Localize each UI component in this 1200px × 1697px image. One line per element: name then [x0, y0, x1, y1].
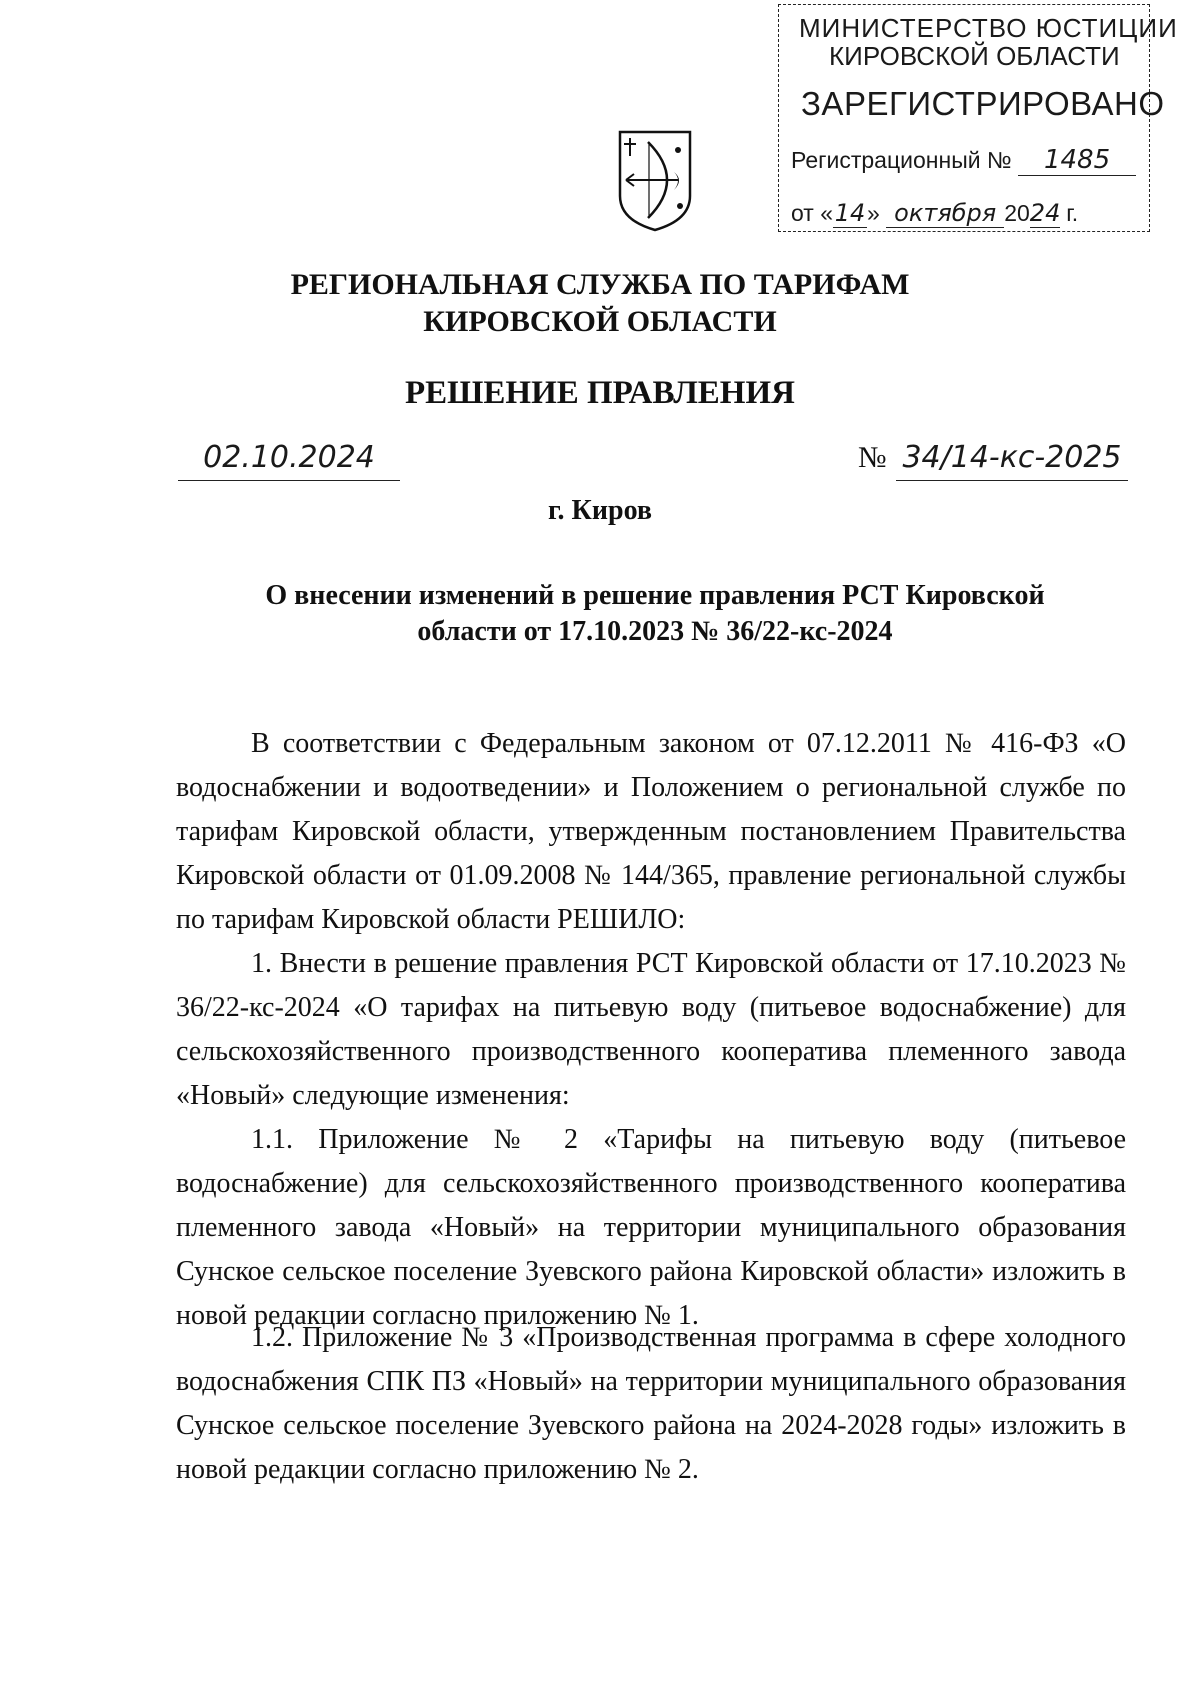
subject-line1: О внесении изменений в решение правления РСТ Кировской: [265, 580, 1045, 611]
number-sign: №: [858, 441, 887, 474]
stamp-month: октября: [886, 199, 1004, 228]
registration-stamp: [778, 4, 1178, 232]
stamp-open-quote: «: [820, 200, 834, 226]
stamp-close-quote: »: [867, 200, 880, 226]
document-type: РЕШЕНИЕ ПРАВЛЕНИЯ: [405, 375, 795, 411]
stamp-region: КИРОВСКОЙ ОБЛАСТИ: [829, 41, 1120, 71]
paragraph-item-1-2: [176, 1316, 1126, 1492]
stamp-ministry: МИНИСТЕРСТВО ЮСТИЦИИ: [799, 13, 1178, 43]
stamp-registration-line: [791, 145, 1136, 176]
paragraph-item-1-text: 1. Внести в решение правления РСТ Кировской области от 17.10.2023 № 36/22-кс-2024 «О тарифах на питьевую воду (питьевое водоснабжение) для сельскохозяйственного производственного кооператива племенного завода «Новый» следующие изменения:: [176, 948, 1126, 1111]
subject-line2: области от 17.10.2023 № 36/22-кс-2024: [417, 616, 893, 647]
stamp-registered: ЗАРЕГИСТРИРОВАНО: [801, 85, 1165, 122]
decision-date: 02.10.2024: [178, 440, 400, 481]
decision-number: 34/14-кс-2025: [896, 440, 1128, 481]
stamp-reg-number: 1485: [1018, 145, 1136, 176]
stamp-year-suffix: 24: [1029, 199, 1061, 227]
stamp-year-prefix: 20: [1004, 200, 1030, 226]
city: г. Киров: [548, 495, 652, 526]
coat-of-arms-icon: [618, 130, 692, 232]
paragraph-item-1: [176, 942, 1126, 1118]
stamp-day: 14: [834, 199, 866, 227]
paragraph-intro-text: В соответствии с Федеральным законом от 07.12.2011 № 416-ФЗ «О водоснабжении и водоотведении» и Положением о региональной службе по тарифам Кировской области, утвержденным постановлением Правительства Кировской области от 01.09.2008 № 144/365, правление региональной службы по тарифам Кировской области РЕШИЛО:: [176, 728, 1126, 935]
paragraph-item-1-1-text: 1.1. Приложение № 2 «Тарифы на питьевую воду (питьевое водоснабжение) для сельскохозяйственного производственного кооператива племенного завода «Новый» на территории муниципального образования Сунское сельское поселение Зуевского района Кировской области» изложить в новой редакции согласно приложению № 1.: [176, 1124, 1126, 1331]
paragraph-item-1-1: [176, 1118, 1126, 1338]
agency-name-line1: РЕГИОНАЛЬНАЯ СЛУЖБА ПО ТАРИФАМ: [290, 268, 910, 301]
stamp-year-word: г.: [1066, 200, 1079, 226]
stamp-date-line: [791, 199, 1078, 228]
paragraph-item-1-2-text: 1.2. Приложение № 3 «Производственная программа в сфере холодного водоснабжения СПК ПЗ «Новый» на территории муниципального образования Сунское сельское поселение Зуевского района на 2024-2028 годы» изложить в новой редакции согласно приложению № 2.: [176, 1322, 1126, 1485]
stamp-reg-label: Регистрационный №: [791, 147, 1012, 173]
stamp-date-prefix: от: [791, 200, 814, 226]
paragraph-intro: [176, 722, 1126, 942]
agency-name-line2: КИРОВСКОЙ ОБЛАСТИ: [423, 305, 777, 338]
